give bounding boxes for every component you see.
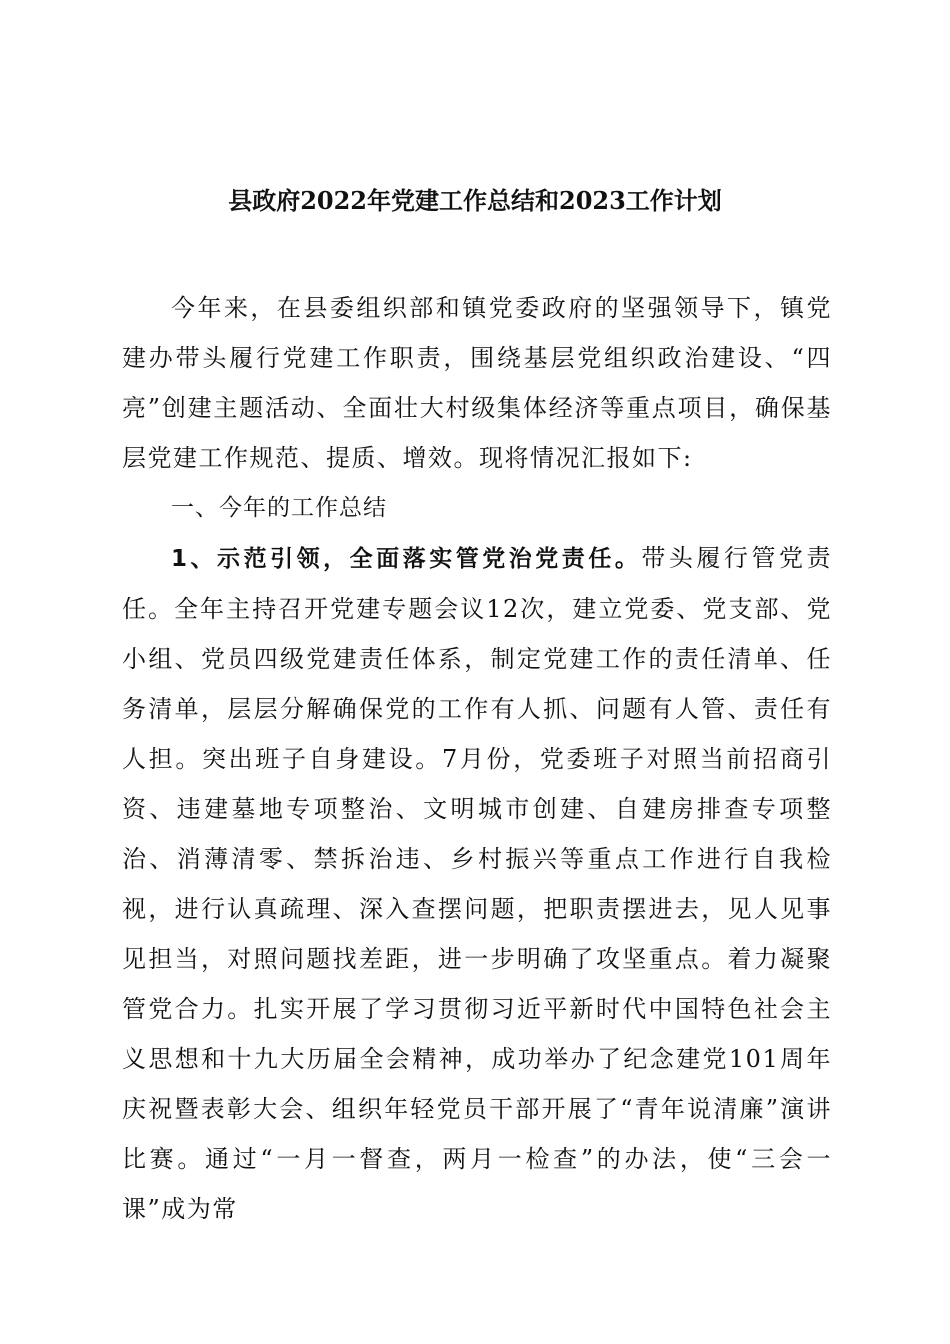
section-heading: 一、今年的工作总结 (171, 495, 387, 521)
intro-paragraph: 今年来，在县委组织部和镇党委政府的坚强领导下，镇党建办带头履行党建工作职责，围绕基层党组织政治建设、“四亮”创建主题活动、全面壮大村级集体经济等重点项目，确保基层党建工作规范、提质、增效。现将情况汇报如下: (122, 294, 832, 472)
document-title: 县政府2022年党建工作总结和2023工作计划 (228, 186, 722, 215)
item-paragraph (122, 533, 832, 1234)
item-lead: 1、示范引领，全面落实管党治党责任。 (171, 546, 642, 572)
document-body (122, 283, 832, 1234)
item-body: 带头履行管党责任。全年主持召开党建专题会议12次，建立党委、党支部、党小组、党员四级党建责任体系，制定党建工作的责任清单、任务清单，层层分解确保党的工作有人抓、问题有人管、责任有人担。突出班子自身建设。7月份，党委班子对照当前招商引资、违建墓地专项整治、文明城市创建、自建房排查专项整治、消薄清零、禁拆治违、乡村振兴等重点工作进行自我检视，进行认真疏理、深入查摆问题，把职责摆进去，见人见事见担当，对照问题找差距，进一步明确了攻坚重点。着力凝聚管党合力。扎实开展了学习贯彻习近平新时代中国特色社会主义思想和十九大历届全会精神，成功举办了纪念建党101周年庆祝暨表彰大会、组织年轻党员干部开展了“青年说清廉”演讲比赛。通过“一月一督查，两月一检查”的办法，使“三会一课”成为常 (122, 544, 832, 1223)
